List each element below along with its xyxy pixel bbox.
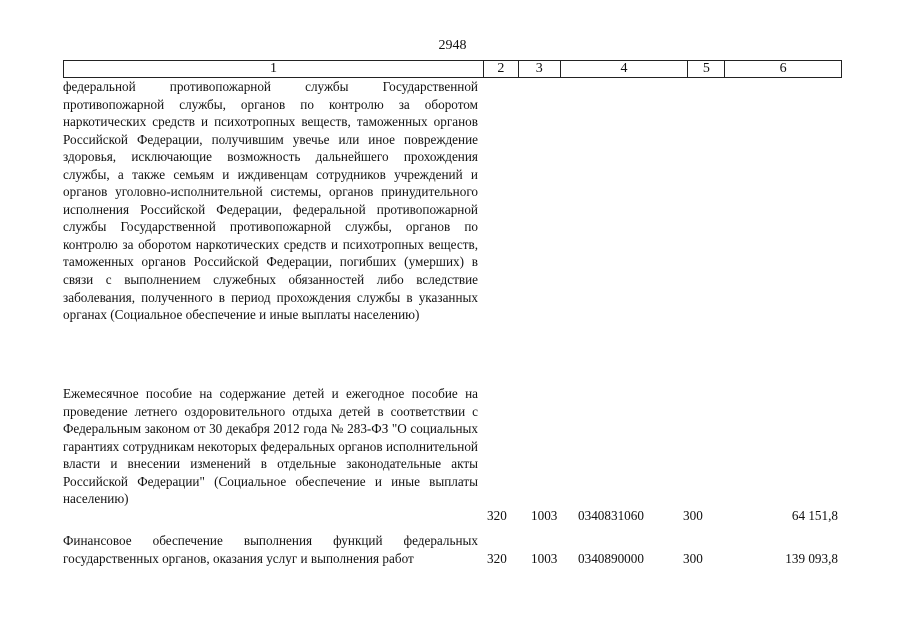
column-header-3: 3	[518, 61, 560, 77]
table-header	[63, 60, 842, 78]
amount: 139 093,8	[785, 551, 838, 566]
column-header-1: 1	[269, 61, 277, 76]
section-code: 1003	[531, 551, 558, 566]
expense-type-code: 300	[683, 551, 703, 566]
expense-type-code: 300	[683, 508, 703, 523]
column-header-6: 6	[724, 61, 841, 77]
section-code: 1003	[531, 508, 558, 523]
row-description: Финансовое обеспечение выполнения функций федеральных государственных органов, оказания услуг и выполнения работ	[63, 533, 478, 566]
row-description: Ежемесячное пособие на содержание детей и ежегодное пособие на проведение летнего оздоровительного отдыха детей в соответствии с Федеральным законом от 30 декабря 2012 года № 283-ФЗ "О социальных гарантиях сотрудникам некоторых федеральных органов исполнительной власти и внесении изменений в отдельные законодательные акты Российской Федерации" (Социальное обеспечение и иные выплаты населению)	[63, 386, 478, 507]
amount: 64 151,8	[791, 508, 838, 523]
column-header-2: 2	[483, 61, 518, 77]
target-article-code: 0340831060	[578, 508, 644, 523]
column-header-4: 4	[560, 61, 688, 77]
target-article-code: 0340890000	[578, 551, 644, 566]
column-header-5: 5	[687, 61, 724, 77]
row-description: федеральной противопожарной службы Государственной противопожарной службы, органов по контролю за оборотом наркотических средств и психотропных веществ, таможенных органов Российской Федерации, получившим увечье или иное повреждение здоровья, исключающие возможность дальнейшего прохождения службы, а также семьям и иждивенцам сотрудников учреждений и органов уголовно-исполнительной системы, органов принудительного исполнения Российской Федерации, федеральной противопожарной службы Государственной противопожарной службы, органов по контролю за оборотом наркотических средств и психотропных веществ, таможенных органов Российской Федерации, погибших (умерших) в связи с выполнением служебных обязанностей либо вследствие заболевания, полученного в период прохождения службы в указанных органах (Социальное обеспечение и иные выплаты населению)	[63, 79, 478, 323]
chapter-code: 320	[487, 551, 507, 566]
page-number: 2948	[438, 38, 467, 53]
chapter-code: 320	[487, 508, 507, 523]
